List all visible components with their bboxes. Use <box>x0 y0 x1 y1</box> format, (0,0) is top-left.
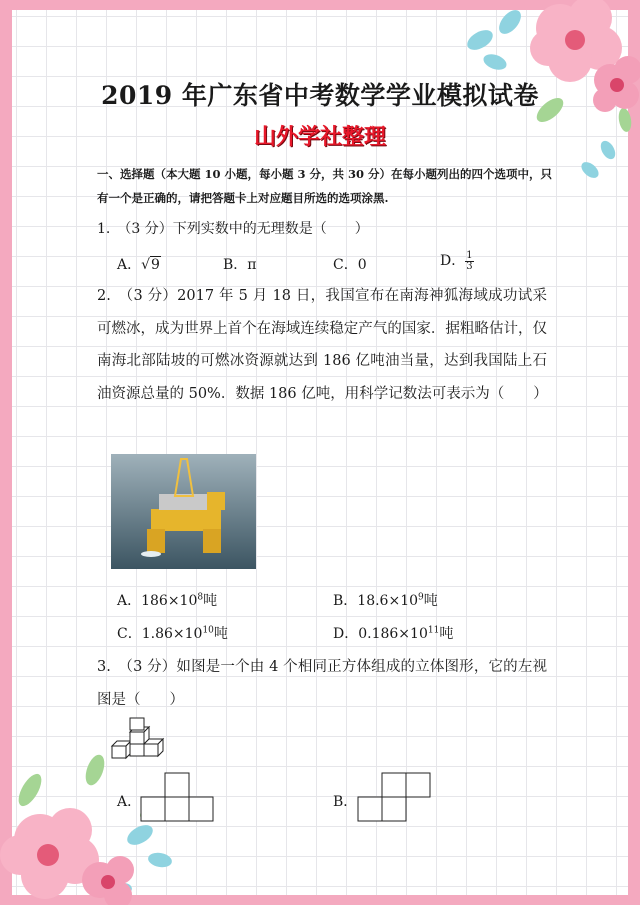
section-heading: 一、选择题（本大题 10 小题，每小题 3 分，共 30 分）在每小题列出的四个选项中，只有一个是正确的，请把答题卡上对应题目所选的选项涂黑. <box>97 167 553 205</box>
q3-option-b[interactable]: B． <box>333 794 358 810</box>
q1-option-a-radicand: 9 <box>151 257 160 273</box>
q2-option-c-unit: 吨 <box>213 626 228 642</box>
q2-option-b-unit: 吨 <box>423 593 438 609</box>
cube-stack-figure <box>108 714 168 760</box>
q3-option-a-figure <box>140 772 216 824</box>
question-2: 2. （3 分）2017 年 5 月 18 日，我国宣布在南海神狐海域成功试采可燃冰，成为世界上首个在海域连续稳定产气的国家．据粗略估计，仅南海北部陆坡的可燃冰资源就达到 186 亿吨油当量，达到我国陆上石油资源总量的 50%．数据 186 亿吨，用科学记数法可表示为（ ） <box>97 288 548 402</box>
question-1: 1. （3 分）下列实数中的无理数是（ ） <box>97 221 369 237</box>
q2-option-a-unit: 吨 <box>203 593 218 609</box>
q3-option-a[interactable]: A． <box>117 794 142 810</box>
exam-title: 2019 年广东省中考数学学业模拟试卷 <box>101 81 539 110</box>
q1-option-c[interactable]: C．0 <box>333 257 367 273</box>
q2-option-d-base: D．0.186×10 <box>333 626 428 642</box>
q2-option-c-exponent: 10 <box>202 625 214 636</box>
q1-option-a-label: A． <box>117 257 142 273</box>
q2-option-d[interactable] <box>333 623 453 643</box>
q1-option-d[interactable] <box>440 250 474 272</box>
q2-option-c-base: C．1.86×10 <box>117 626 203 642</box>
q3-option-b-figure <box>357 772 433 824</box>
q1-option-b[interactable]: B．π <box>223 257 257 273</box>
q1-option-a[interactable] <box>117 254 161 274</box>
fraction <box>465 251 473 272</box>
question-3: 3. （3 分）如图是一个由 4 个相同正方体组成的立体图形，它的左视图是（ ） <box>97 659 547 708</box>
q2-option-c[interactable] <box>117 623 228 643</box>
q2-option-b[interactable] <box>333 590 438 610</box>
q2-option-b-base: B．18.6×10 <box>333 593 419 609</box>
oil-platform-photo <box>111 454 256 569</box>
q2-option-a-exponent: 8 <box>197 592 204 603</box>
sqrt-symbol: √9 <box>141 257 160 273</box>
q2-option-a[interactable] <box>117 590 217 610</box>
q1-option-d-label: D． <box>440 253 466 269</box>
q1-option-d-numerator: 1 <box>466 249 473 261</box>
exam-subtitle: 山外学社整理 <box>253 125 386 150</box>
q2-option-a-base: A．186×10 <box>117 593 198 609</box>
q2-option-b-exponent: 9 <box>418 592 424 603</box>
q2-option-d-unit: 吨 <box>439 626 454 642</box>
q2-option-d-exponent: 11 <box>427 625 440 636</box>
q1-option-d-denominator: 3 <box>466 260 473 272</box>
